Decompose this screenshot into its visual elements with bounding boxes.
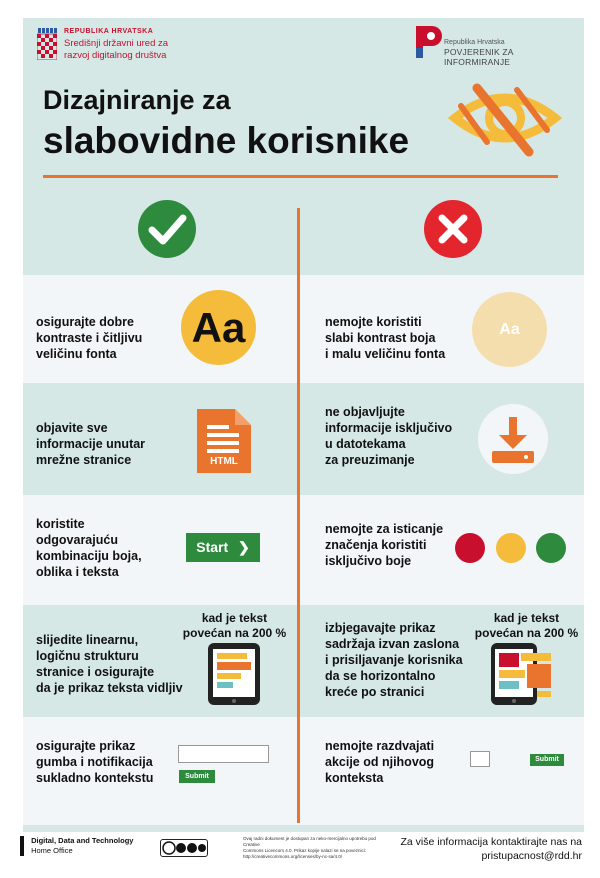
row-4-do-note: kad je tekst povećan na 200 % xyxy=(182,611,287,640)
header-right-org xyxy=(416,26,576,67)
column-divider xyxy=(297,208,300,823)
footer-org xyxy=(20,836,133,856)
chevron-right-icon: ❯ xyxy=(238,539,250,555)
page-title-line1: Dizajniranje za xyxy=(43,85,231,115)
footer-contact-line1: Za više informacija kontaktirajte nas na xyxy=(400,836,582,848)
header-right-title: POVJERENIK ZA INFORMIRANJE xyxy=(444,47,514,67)
row-2-dont-text: ne objavljujte informacije isključivo u datotekama za preuzimanje xyxy=(325,405,453,467)
check-icon xyxy=(138,200,196,258)
row-4-do-text: slijedite linearnu, logičnu strukturu stranice i osigurajte da je prikaz teksta vidljiv xyxy=(36,633,183,695)
row-3-dont-text: nemojte za isticanje značenja koristiti isključivo boje xyxy=(325,522,444,568)
header-left-small: REPUBLIKA HRVATSKA xyxy=(64,28,154,35)
example-submit-button: Submit xyxy=(179,770,215,783)
footer-contact-email[interactable]: pristupacnost@rdd.hr xyxy=(481,850,582,862)
example-input-field xyxy=(178,745,269,763)
yellow-dot-icon xyxy=(496,533,526,563)
page-title-line2: slabovidne korisnike xyxy=(43,120,410,161)
download-icon xyxy=(478,404,548,474)
row-1-do-text: osigurajte dobre kontraste i čitljivu veličinu fonta xyxy=(36,315,143,361)
row-4-dont-text: izbjegavajte prikaz sadržaja izvan zaslona i prisiljavanje korisnika da se horizontalno kreće po stranici xyxy=(325,621,463,699)
footer-org-line1: Digital, Data and Technology xyxy=(31,836,134,845)
header-left-org xyxy=(64,26,168,62)
crossed-eye-icon xyxy=(447,78,563,160)
row-5-do-text: osigurajte prikaz gumba i notifikacija sukladno kontekstu xyxy=(36,739,154,785)
separated-input-field xyxy=(470,751,490,767)
croatian-crest-icon xyxy=(37,28,57,60)
row-4-dont-note: kad je tekst povećan na 200 % xyxy=(474,611,579,640)
green-dot-icon xyxy=(536,533,566,563)
row-2-do-text: objavite sve informacije unutar mrežne stranice xyxy=(36,421,146,467)
header-left-line2: razvoj digitalnog društva xyxy=(64,50,167,61)
povjerenik-logo-icon xyxy=(416,26,442,58)
home-office-crest-icon xyxy=(20,836,24,856)
row-3-do-text: koristite odgovarajuću kombinaciju boja, oblika i teksta xyxy=(36,517,142,579)
header-right-small: Republika Hrvatska xyxy=(444,39,505,46)
tablet-overflow-icon xyxy=(491,643,555,705)
tablet-linear-icon xyxy=(208,643,260,705)
title-divider xyxy=(43,175,558,178)
html-document-label: HTML xyxy=(210,456,238,467)
separated-submit-button: Submit xyxy=(530,754,564,766)
start-button-label: Start xyxy=(196,539,229,555)
low-contrast-font-icon: Aa xyxy=(472,292,547,367)
header-left-line1: Središnji državni ured za xyxy=(64,38,169,49)
row-5-dont-text: nemojte razdvajati akcije od njihovog konteksta xyxy=(325,739,435,785)
footer-license-text: Ovaj radni dokument je dostupan za neko-mercijalno upotrebu pod Creative Commons Licencom 4.0. Prikaz kopije nalazi se na poveznici: http://creativecommons.org/licenses/by-nc-sa/4.0/ xyxy=(243,836,376,859)
start-button-example xyxy=(186,533,260,562)
footer-contact xyxy=(400,835,582,863)
footer-org-line2: Home Office xyxy=(31,846,73,855)
row-1-dont-text: nemojte koristiti slabi kontrast boja i malu veličinu fonta xyxy=(325,315,446,361)
high-contrast-font-icon: Aa xyxy=(181,290,256,365)
cross-icon xyxy=(424,200,482,258)
creative-commons-icon xyxy=(160,839,208,857)
red-dot-icon xyxy=(455,533,485,563)
